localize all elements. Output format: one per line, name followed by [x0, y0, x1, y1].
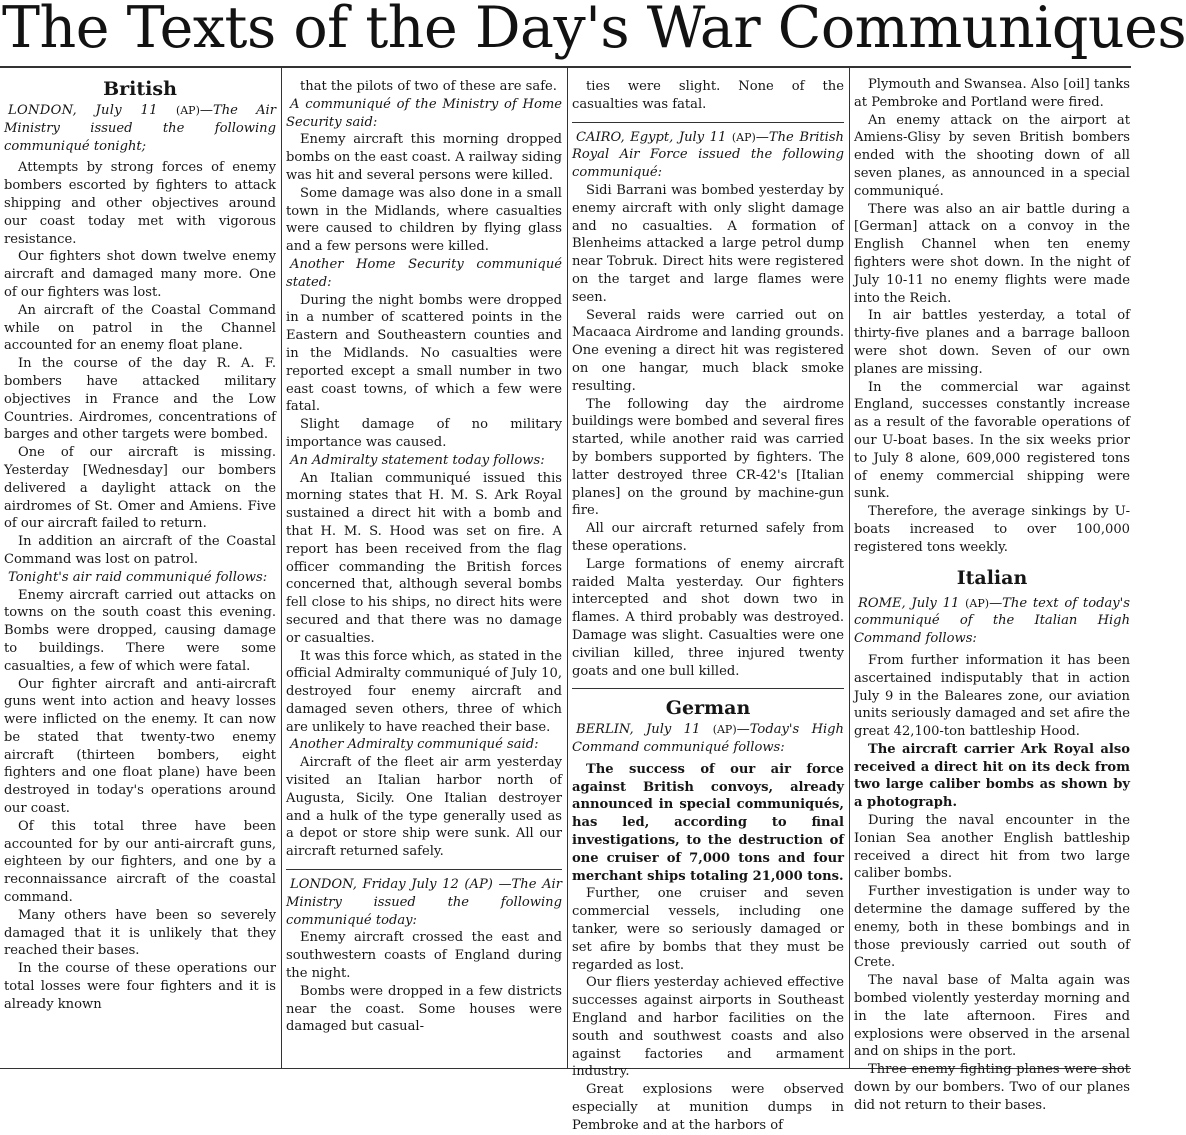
- paragraph: The success of our air force against British convoys, already announced in special communiqués, has led, according to final investigations, to the destruction of one cruiser of 7,000 tons and four merchant ships totaling 21,000 tons.: [572, 761, 844, 884]
- paragraph: Our fighter aircraft and anti-aircraft guns went into action and heavy losses were inflicted on the enemy. It can now be stated that twenty-two enemy aircraft (thirteen bombers, eight fighters and one float plane) have been destroyed in today's operations around our coast.: [4, 676, 276, 817]
- paragraph: The naval base of Malta again was bombed violently yesterday morning and in the late afternoon. Fires and explosions were observed in the arsenal and on ships in the port.: [854, 973, 1130, 1060]
- paragraph: Many others have been so severely damaged that it is unlikely that they reached their bases.: [4, 907, 276, 959]
- paragraph: Bombs were dropped in a few districts near the coast. Some houses were damaged but casual-: [286, 983, 562, 1035]
- section-heading-italian: Italian: [956, 566, 1028, 589]
- section-heading-german: German: [665, 697, 751, 720]
- paragraph: In the commercial war against England, successes constantly increase as a result of the favorable operations of our U-boat bases. In the six weeks prior to July 8 alone, 609,000 registered tons of enemy commercial shipping were sunk.: [854, 379, 1130, 502]
- paragraph: An aircraft of the Coastal Command while on patrol in the Channel accounted for an enemy float plane.: [4, 302, 276, 354]
- paragraph: Our fliers yesterday achieved effective successes against airports in Southeast England and harbor facilities on the south and southwest coasts and also against factories and armament industry.: [572, 975, 844, 1080]
- ap-icon: (AP): [712, 723, 737, 737]
- paragraph: In addition an aircraft of the Coastal Command was lost on patrol.: [4, 534, 276, 567]
- paragraph: Enemy aircraft carried out attacks on towns on the south coast this evening. Bombs were dropped, causing damage to buildings. There were some casualties, a few of which were fatal.: [4, 587, 276, 674]
- paragraph: Sidi Barrani was bombed yesterday by enemy aircraft with only slight damage and no casualties. A formation of Blenheims attacked a large petrol dump near Tobruk. Direct hits were registered on the target and large flames were seen.: [572, 182, 844, 305]
- paragraph: One of our aircraft is missing. Yesterday [Wednesday] our bombers delivered a daylight attack on the airdromes of St. Omer and Amiens. Five of our aircraft failed to return.: [4, 445, 276, 532]
- column-rule-2: [567, 68, 568, 1068]
- paragraph: Therefore, the average sinkings by U-boats increased to over 100,000 registered tons weekly.: [854, 504, 1130, 555]
- paragraph: Large formations of enemy aircraft raided Malta yesterday. Our fighters intercepted and shot down two in flames. A third probably was destroyed. Damage was slight. Casualties were one civilian killed, three injured twenty goats and one bull killed.: [572, 556, 844, 679]
- paragraph: Our fighters shot down twelve enemy aircraft and damaged many more. One of our fighters was lost.: [4, 249, 276, 300]
- subhead-admiralty: An Admiralty statement today follows:: [290, 452, 545, 468]
- paragraph: Slight damage of no military importance was caused.: [286, 417, 562, 450]
- paragraph: Some damage was also done in a small town in the Midlands, where casualties were caused to children by flying glass and a few persons were killed.: [286, 185, 562, 255]
- ap-icon: (AP): [731, 130, 756, 144]
- paragraph: All our aircraft returned safely from these operations.: [572, 521, 844, 554]
- column-two: [286, 78, 562, 1082]
- continuation-text: Plymouth and Swansea. Also [oil] tanks at Pembroke and Portland were fired.: [854, 77, 1130, 110]
- subhead-home-security: A communiqué of the Ministry of Home Security said:: [286, 96, 562, 130]
- column-rule-1: [281, 68, 282, 1068]
- paragraph: There was also an air battle during a [German] attack on a convoy in the English Channel when ten enemy fighters were shot down. In the night of July 10-11 no enemy flights were made into the Reich.: [854, 201, 1130, 306]
- subhead-another-home-security: Another Home Security communiqué stated:: [286, 256, 562, 290]
- column-british: [4, 76, 276, 1080]
- paragraph: During the night bombs were dropped in a number of scattered points in the Eastern and Southeastern counties and in the Midlands. No casualties were reported except a small number in two east coast towns, of which a few were fatal.: [286, 292, 562, 415]
- paragraph: In the course of the day R. A. F. bombers have attacked military objectives in France and the Low Countries. Airdromes, concentrations of barges and other targets were bombed.: [4, 356, 276, 443]
- paragraph: Three enemy fighting planes were shot down by our bombers. Two of our planes did not return to their bases.: [854, 1062, 1130, 1113]
- dateline-london-friday: LONDON, Friday July 12 (AP) —The Air Ministry issued the following communiqué today:: [286, 877, 562, 928]
- paragraph: Aircraft of the fleet air arm yesterday visited an Italian harbor north of Augusta, Sicily. One Italian destroyer and a hulk of the type generally used as a depot or store ship were sunk. All our aircraft returned safely.: [286, 755, 562, 860]
- subhead-another-admiralty: Another Admiralty communiqué said:: [290, 737, 539, 753]
- subhead-tonight-raid: Tonight's air raid communiqué follows:: [8, 569, 268, 585]
- paragraph: Enemy aircraft this morning dropped bombs on the east coast. A railway siding was hit and several persons were killed.: [286, 132, 562, 183]
- paragraph: During the naval encounter in the Ionian Sea another English battleship received a direct hit from two large caliber bombs.: [854, 813, 1130, 882]
- paragraph: An Italian communiqué issued this morning states that H. M. S. Ark Royal sustained a direct hit with a bomb and that H. M. S. Hood was set on fire. A report has been received from the flag officer commanding the British forces concerned that, although several bombs fell close to his ships, no direct hits were secured and that there was no damage or casualties.: [286, 470, 562, 646]
- section-divider: [572, 122, 844, 123]
- ap-icon: (AP): [965, 596, 990, 610]
- paragraph: It was this force which, as stated in the official Admiralty communiqué of July 10, destroyed four enemy aircraft and damaged seven others, three of which are unlikely to have reached their base.: [286, 648, 562, 735]
- continuation-text: that the pilots of two of these are safe.: [300, 79, 557, 94]
- section-heading-british: British: [103, 78, 177, 100]
- ap-icon: (AP): [175, 104, 200, 117]
- paragraph: Further, one cruiser and seven commercial vessels, including one tanker, were so seriously damaged or set afire by bombs that they must be regarded as lost.: [572, 886, 844, 973]
- column-rule-3: [849, 68, 850, 1068]
- paragraph: Attempts by strong forces of enemy bombers escorted by fighters to attack shipping and other objectives around our coast today met with vigorous resistance.: [4, 160, 276, 247]
- dateline-london: LONDON, July 11 (AP)—The Air Ministry issued the following communiqué tonight;: [4, 103, 276, 154]
- paragraph: The following day the airdrome buildings were bombed and several fires started, while another raid was carried by bombers supported by fighters. The latter destroyed three CR-42's [Italian planes] on the ground by machine-gun fire.: [572, 396, 844, 519]
- paragraph: Several raids were carried out on Macaaca Airdrome and landing grounds. One evening a direct hit was registered on one hangar, much black smoke resulting.: [572, 307, 844, 394]
- column-four: [854, 76, 1130, 1113]
- paragraph: Enemy aircraft crossed the east and southwestern coasts of England during the night.: [286, 930, 562, 982]
- paragraph: In the course of these operations our total losses were four fighters and it is already known: [4, 961, 276, 1012]
- dateline-cairo: CAIRO, Egypt, July 11 (AP)—The British Royal Air Force issued the following communiqué:: [572, 129, 844, 181]
- paragraph: Further investigation is under way to determine the damage suffered by the enemy, both in these bombings and in those previously carried out south of Crete.: [854, 884, 1130, 971]
- paragraph: The aircraft carrier Ark Royal also received a direct hit on its deck from two large caliber bombs as shown by a photograph.: [854, 741, 1130, 811]
- paragraph: In air battles yesterday, a total of thirty-five planes and a barrage balloon were shot down. Seven of our own planes are missing.: [854, 308, 1130, 377]
- dateline-rome: ROME, July 11 (AP)—The text of today's communiqué of the Italian High Command follows:: [854, 595, 1130, 647]
- section-divider: [572, 688, 844, 689]
- top-rule: [0, 66, 1131, 68]
- paragraph: Great explosions were observed especially at munition dumps in Pembroke and at the harbors of: [572, 1082, 844, 1133]
- dateline-berlin: BERLIN, July 11 (AP)—Today's High Command communiqué follows:: [572, 722, 844, 756]
- page-title: The Texts of the Day's War Communiques: [2, 0, 1186, 61]
- paragraph: Of this total three have been accounted for by our anti-aircraft guns, eighteen by our fighters, and one by a reconnaissance aircraft of the coastal command.: [4, 818, 276, 906]
- continuation-text: ties were slight. None of the casualties was fatal.: [572, 79, 844, 112]
- paragraph: An enemy attack on the airport at Amiens-Glisy by seven British bombers ended with the shooting down of all seven planes, as announced in a special communiqué.: [854, 112, 1130, 199]
- paragraph: From further information it has been ascertained indisputably that in action July 9 in the Baleares zone, our aviation units seriously damaged and set afire the great 42,100-ton battleship Hood.: [854, 652, 1130, 740]
- column-three: [572, 78, 844, 1133]
- section-divider: [286, 869, 562, 870]
